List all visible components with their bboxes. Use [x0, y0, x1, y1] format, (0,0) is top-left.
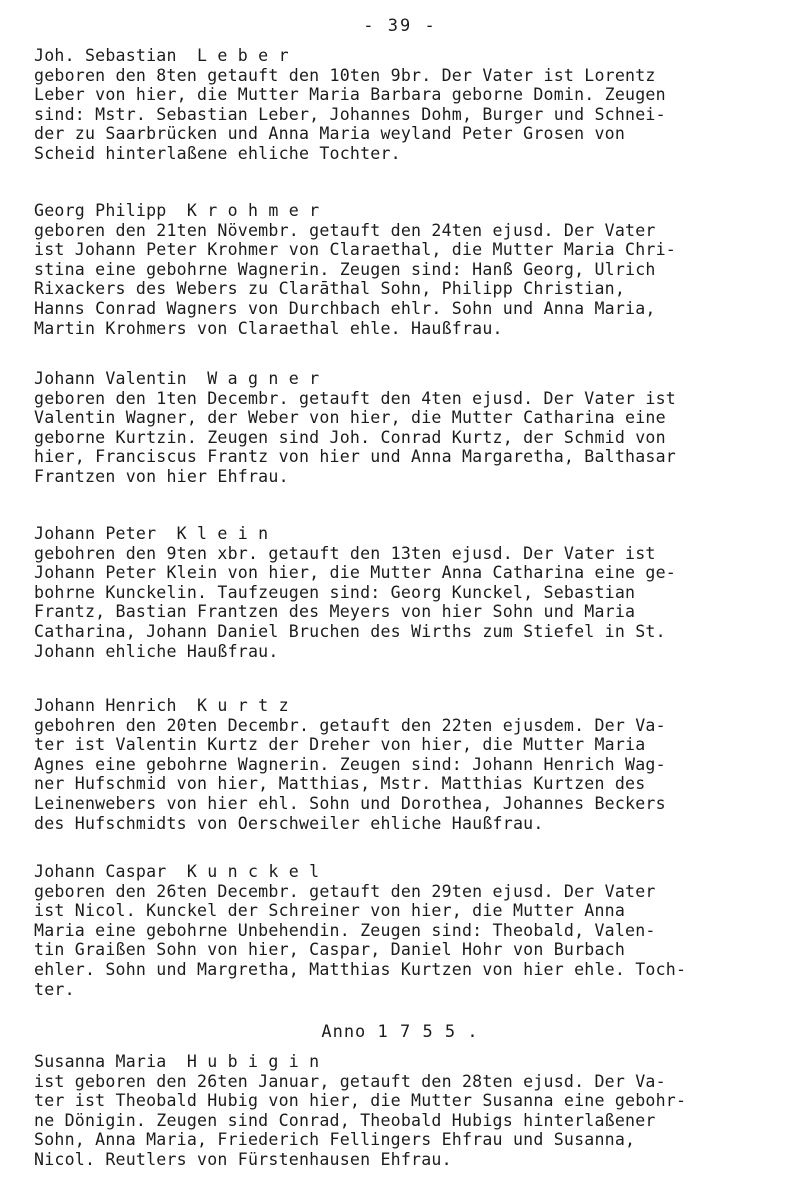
- record-text-line: des Hufschmidts von Oerschweiler ehliche Haußfrau.: [34, 813, 544, 833]
- record-text-line: Catharina, Johann Daniel Bruchen des Wirths zum Stiefel in St.: [34, 622, 666, 641]
- record-name: Johann Peter K l e i n: [34, 524, 269, 543]
- record-text-line: ner Hufschmid von hier, Matthias, Mstr. Matthias Kurtzen des: [34, 774, 646, 794]
- record-text-line: ehler. Sohn und Margretha, Matthias Kurtzen von hier ehle. Toch-: [34, 960, 687, 979]
- record-text-line: Leinenwebers von hier ehl. Sohn und Dorothea, Johannes Beckers: [34, 794, 666, 813]
- record-text-line: tin Graißen Sohn von hier, Caspar, Daniel Hohr von Burbach: [34, 940, 626, 960]
- record-text-line: Scheid hinterlaßene ehliche Tochter.: [34, 144, 401, 163]
- record-text-line: ist geboren den 26ten Januar, getauft den 28ten ejusd. Der Va-: [34, 1071, 666, 1091]
- record-text-line: Frantz, Bastian Frantzen des Meyers von hier Sohn und Maria: [34, 602, 636, 622]
- record-text-line: ter.: [34, 979, 75, 999]
- record-text-line: Rixackers des Webers zu Clarāthal Sohn, Philipp Christian,: [34, 279, 626, 299]
- record-text-line: geborne Kurtzin. Zeugen sind Joh. Conrad Kurtz, der Schmid von: [34, 427, 666, 447]
- record-text-line: Hanns Conrad Wagners von Durchbach ehlr. Sohn und Anna Maria,: [34, 299, 656, 318]
- record-text-line: hier, Franciscus Frantz von hier und Anna Margaretha, Balthasar: [34, 447, 676, 467]
- record-text-line: Martin Krohmers von Claraethal ehle. Haußfrau.: [34, 318, 503, 338]
- record-name: Joh. Sebastian L e b e r: [34, 46, 289, 65]
- record-text-line: ter ist Valentin Kurtz der Dreher von hier, die Mutter Maria: [34, 735, 646, 755]
- record-text-line: geboren den 21ten Növembr. getauft den 24ten ejusd. Der Vater: [34, 220, 656, 240]
- record-text-line: Sohn, Anna Maria, Friederich Fellingers Ehfrau und Susanna,: [34, 1130, 636, 1150]
- record-text-line: Agnes eine gebohrne Wagnerin. Zeugen sind: Johann Henrich Wag-: [34, 754, 666, 774]
- year-heading: Anno 1 7 5 5 .: [321, 1022, 479, 1042]
- record-text-line: Johann Peter Klein von hier, die Mutter Anna Catharina eine ge-: [34, 563, 676, 583]
- record-text-line: Frantzen von hier Ehfrau.: [34, 467, 289, 486]
- record-text-line: ist Johann Peter Krohmer von Claraethal, die Mutter Maria Chri-: [34, 240, 676, 260]
- record-name: Johann Valentin W a g n e r: [34, 369, 320, 388]
- record-text-line: bohrne Kunckelin. Taufzeugen sind: Georg Kunckel, Sebastian: [34, 582, 636, 602]
- record-text-line: gebohren den 9ten xbr. getauft den 13ten ejusd. Der Vater ist: [34, 543, 656, 563]
- record-text-line: ist Nicol. Kunckel der Schreiner von hier, die Mutter Anna: [34, 901, 626, 921]
- record-text-line: Leber von hier, die Mutter Maria Barbara geborne Domin. Zeugen: [34, 85, 666, 105]
- record-text-line: ne Dönigin. Zeugen sind Conrad, Theobald Hubigs hinterlaßener: [34, 1110, 656, 1130]
- record-name: Susanna Maria H u b i g i n: [34, 1052, 320, 1071]
- record-text-line: Valentin Wagner, der Weber von hier, die Mutter Catharina eine: [34, 408, 666, 428]
- record-text-line: geboren den 26ten Decembr. getauft den 29ten ejusd. Der Vater: [34, 881, 656, 901]
- record-name: Georg Philipp K r o h m e r: [34, 201, 320, 220]
- record-text-line: sind: Mstr. Sebastian Leber, Johannes Dohm, Burger und Schnei-: [34, 104, 666, 124]
- record-text-line: ter ist Theobald Hubig von hier, die Mutter Susanna eine gebohr-: [34, 1091, 687, 1111]
- record-text-line: Maria eine gebohrne Unbehendin. Zeugen sind: Theobald, Valen-: [34, 920, 656, 940]
- record-text-line: Nicol. Reutlers von Fürstenhausen Ehfrau.: [34, 1150, 452, 1169]
- record-text-line: geboren den 1ten Decembr. getauft den 4ten ejusd. Der Vater ist: [34, 388, 676, 408]
- record-text-line: stina eine gebohrne Wagnerin. Zeugen sind: Hanß Georg, Ulrich: [34, 259, 656, 279]
- record-name: Johann Caspar K u n c k e l: [34, 862, 320, 881]
- record-text-line: Johann ehliche Haußfrau.: [34, 641, 279, 661]
- record-text-line: gebohren den 20ten Decembr. getauft den 22ten ejusdem. Der Va-: [34, 715, 666, 735]
- record-text-line: geboren den 8ten getauft den 10ten 9br. Der Vater ist Lorentz: [34, 65, 656, 85]
- record-name: Johann Henrich K u r t z: [34, 696, 289, 715]
- record-text-line: der zu Saarbrücken und Anna Maria weyland Peter Grosen von: [34, 124, 626, 144]
- page-number: - 39 -: [363, 16, 437, 36]
